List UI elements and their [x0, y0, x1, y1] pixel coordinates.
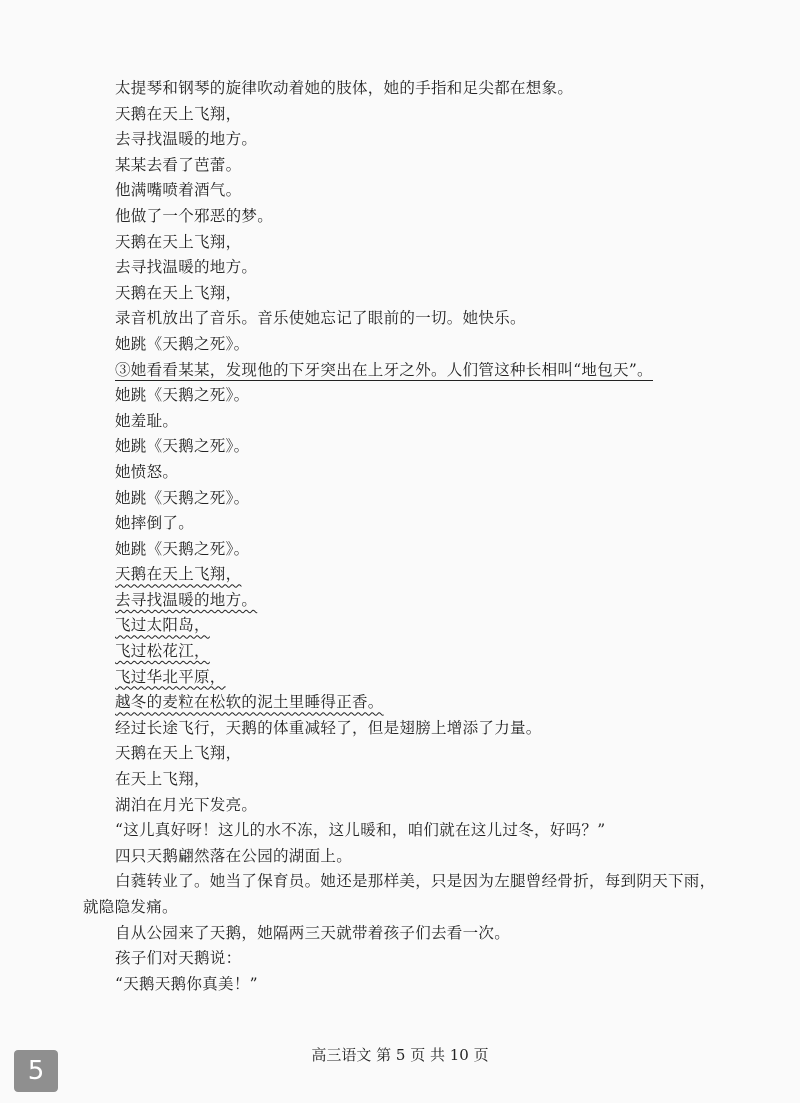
- text-line: [115, 921, 715, 947]
- text-line-content: 她跳《天鹅之死》。: [115, 488, 250, 507]
- text-line-content: 他满嘴喷着酒气。: [115, 181, 242, 200]
- text-line-content: 她跳《天鹅之死》。: [115, 334, 250, 353]
- text-line-content: 天鹅在天上飞翔，: [115, 744, 242, 763]
- text-line: [115, 178, 715, 204]
- text-line-content: “天鹅天鹅你真美！”: [115, 974, 258, 993]
- text-line: [115, 306, 715, 332]
- text-line: [115, 869, 715, 895]
- text-line: [115, 716, 715, 742]
- text-line-content: 去寻找温暖的地方。: [115, 130, 258, 149]
- text-line: [115, 639, 715, 665]
- text-line: [115, 511, 715, 537]
- text-line: [115, 613, 715, 639]
- text-line-content: 她摔倒了。: [115, 514, 195, 533]
- text-line: [115, 818, 715, 844]
- text-line: [115, 358, 715, 384]
- text-line-content: 录音机放出了音乐。音乐使她忘记了眼前的一切。她快乐。: [115, 309, 526, 328]
- text-line: [115, 204, 715, 230]
- text-line-content: 太提琴和钢琴的旋律吹动着她的肢体，她的手指和足尖都在想象。: [115, 79, 574, 97]
- text-line-content: 去寻找温暖的地方。: [115, 258, 258, 277]
- text-line: [115, 460, 715, 486]
- text-line: [83, 895, 715, 921]
- text-line: [115, 409, 715, 435]
- text-line: [115, 76, 715, 102]
- text-line-content: 天鹅在天上飞翔，: [115, 232, 242, 251]
- text-line-content: 天鹅在天上飞翔，: [115, 565, 242, 584]
- text-line: [115, 562, 715, 588]
- text-line-content: 她愤怒。: [115, 462, 179, 481]
- text-line: [115, 127, 715, 153]
- text-line: [115, 153, 715, 179]
- text-line: [115, 844, 715, 870]
- text-line: [115, 486, 715, 512]
- text-line-content: 她羞耻。: [115, 411, 179, 430]
- text-line-content: 某某去看了芭蕾。: [115, 155, 242, 174]
- text-line-content: 就隐隐发痛。: [83, 898, 178, 916]
- text-line-content: 在天上飞翔，: [115, 770, 210, 789]
- text-line-content: 她跳《天鹅之死》。: [115, 437, 250, 456]
- text-line: [115, 946, 715, 972]
- text-line: [115, 741, 715, 767]
- text-line: [115, 537, 715, 563]
- text-line: [115, 383, 715, 409]
- page-footer: 高三语文 第 5 页 共 10 页: [311, 1046, 489, 1064]
- text-line: [115, 434, 715, 460]
- text-line-content: 去寻找温暖的地方。: [115, 590, 258, 609]
- text-line-content: 天鹅在天上飞翔，: [115, 283, 242, 302]
- text-line-content: 飞过松花江，: [115, 642, 210, 661]
- text-line: [115, 588, 715, 614]
- text-line-content: 经过长途飞行，天鹅的体重减轻了，但是翅膀上增添了力量。: [115, 718, 542, 737]
- text-line-content: 天鹅在天上飞翔，: [115, 104, 242, 123]
- text-line-content: 他做了一个邪恶的梦。: [115, 206, 274, 225]
- text-line: [115, 767, 715, 793]
- text-line: [115, 665, 715, 691]
- text-line: [115, 281, 715, 307]
- text-line-content: 湖泊在月光下发亮。: [115, 795, 258, 814]
- text-line: [115, 102, 715, 128]
- text-line: [115, 972, 715, 998]
- text-line: [115, 690, 715, 716]
- passage-text: [83, 76, 716, 997]
- text-line-content: 四只天鹅翩然落在公园的湖面上。: [115, 846, 353, 865]
- text-line: [115, 230, 715, 256]
- page-number-badge[interactable]: 5: [14, 1050, 58, 1092]
- text-line-content: ③她看看某某，发现他的下牙突出在上牙之外。人们管这种长相叫“地包天”。: [115, 360, 653, 379]
- text-line-content: 越冬的麦粒在松软的泥土里睡得正香。: [115, 693, 384, 712]
- text-line: [115, 793, 715, 819]
- text-line-content: 孩子们对天鹅说：: [115, 949, 242, 968]
- text-line-content: 她跳《天鹅之死》。: [115, 386, 250, 405]
- text-line-content: 飞过太阳岛，: [115, 616, 210, 635]
- text-line-content: 飞过华北平原，: [115, 667, 226, 686]
- text-line-content: 她跳《天鹅之死》。: [115, 539, 250, 558]
- text-line-content: “这儿真好呀！这儿的水不冻，这儿暖和，咱们就在这儿过冬，好吗？”: [115, 821, 606, 840]
- text-line: [115, 332, 715, 358]
- text-line-content: 自从公园来了天鹅，她隔两三天就带着孩子们去看一次。: [115, 923, 511, 942]
- text-line-content: 白蕤转业了。她当了保育员。她还是那样美，只是因为左腿曾经骨折，每到阴天下雨，: [115, 872, 716, 891]
- text-line: [115, 255, 715, 281]
